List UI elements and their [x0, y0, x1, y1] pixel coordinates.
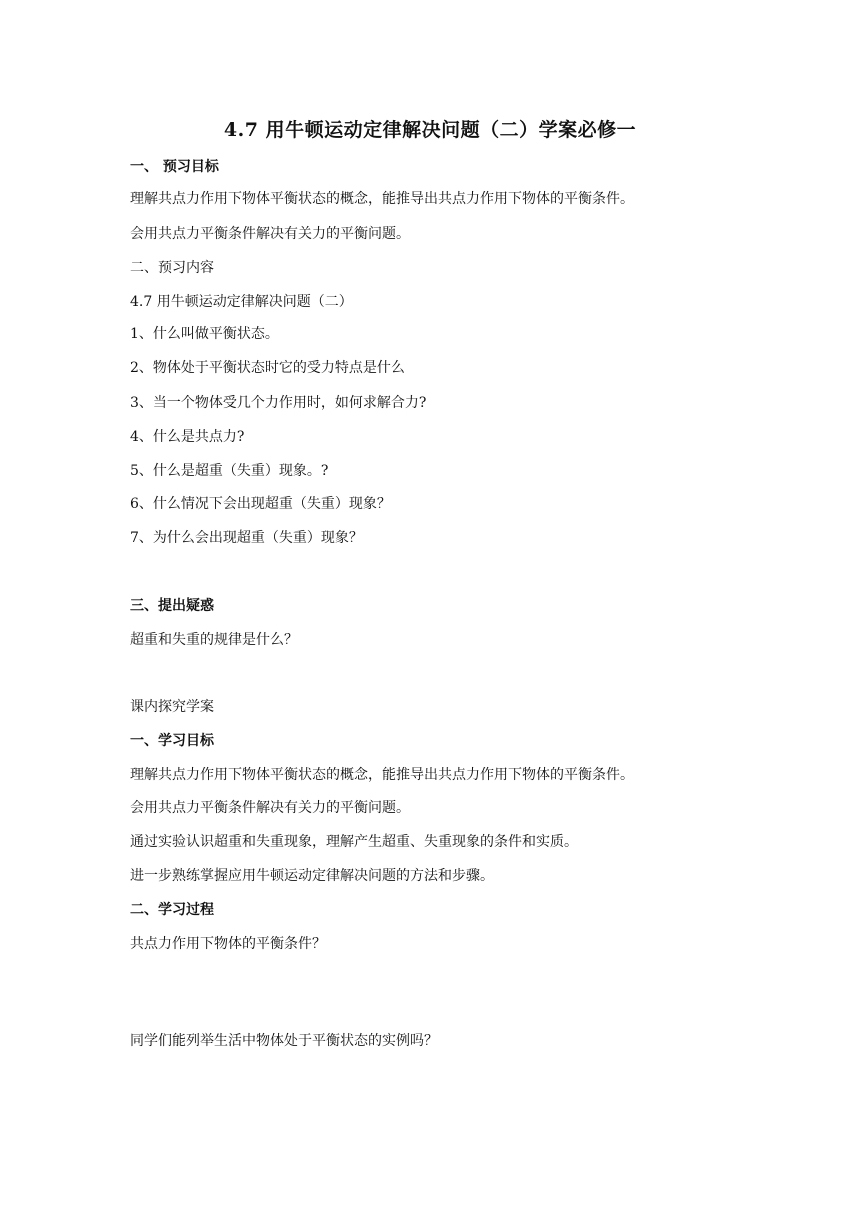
preview-goal-1: 理解共点力作用下物体平衡状态的概念，能推导出共点力作用下物体的平衡条件。 [130, 191, 634, 207]
question-item: 7、为什么会出现超重（失重）现象？ [130, 530, 363, 546]
preview-content-heading: 二、预习内容 [130, 260, 214, 276]
page-title: 4.7 用牛顿运动定律解决问题（二）学案必修一 [223, 119, 637, 141]
question-item: 3、当一个物体受几个力作用时，如何求解合力? [130, 395, 427, 411]
question-item: 6、什么情况下会出现超重（失重）现象？ [130, 496, 391, 512]
process-question-2: 同学们能列举生活中物体处于平衡状态的实例吗？ [130, 1033, 438, 1049]
learning-process-heading: 二、学习过程 [130, 902, 214, 918]
doubt-text: 超重和失重的规律是什么？ [130, 632, 298, 648]
preview-content-subtitle: 4.7 用牛顿运动定律解决问题（二） [130, 294, 353, 310]
question-item: 1、什么叫做平衡状态。 [130, 326, 279, 342]
learning-goal: 通过实验认识超重和失重现象，理解产生超重、失重现象的条件和实质。 [130, 834, 578, 850]
doubt-heading: 三、提出疑惑 [130, 598, 214, 614]
in-class-label: 课内探究学案 [130, 699, 214, 715]
question-item: 2、物体处于平衡状态时它的受力特点是什么 [130, 360, 405, 376]
preview-goal-heading: 一、 预习目标 [130, 159, 219, 175]
learning-goal: 进一步熟练掌握应用牛顿运动定律解决问题的方法和步骤。 [130, 868, 494, 884]
question-item: 4、什么是共点力? [130, 429, 245, 445]
process-question-1: 共点力作用下物体的平衡条件？ [130, 936, 326, 952]
preview-goal-2: 会用共点力平衡条件解决有关力的平衡问题。 [130, 226, 410, 242]
learning-goal-heading: 一、学习目标 [130, 733, 214, 749]
learning-goal: 理解共点力作用下物体平衡状态的概念，能推导出共点力作用下物体的平衡条件。 [130, 767, 634, 783]
learning-goal: 会用共点力平衡条件解决有关力的平衡问题。 [130, 800, 410, 816]
question-item: 5、什么是超重（失重）现象。? [130, 463, 329, 479]
